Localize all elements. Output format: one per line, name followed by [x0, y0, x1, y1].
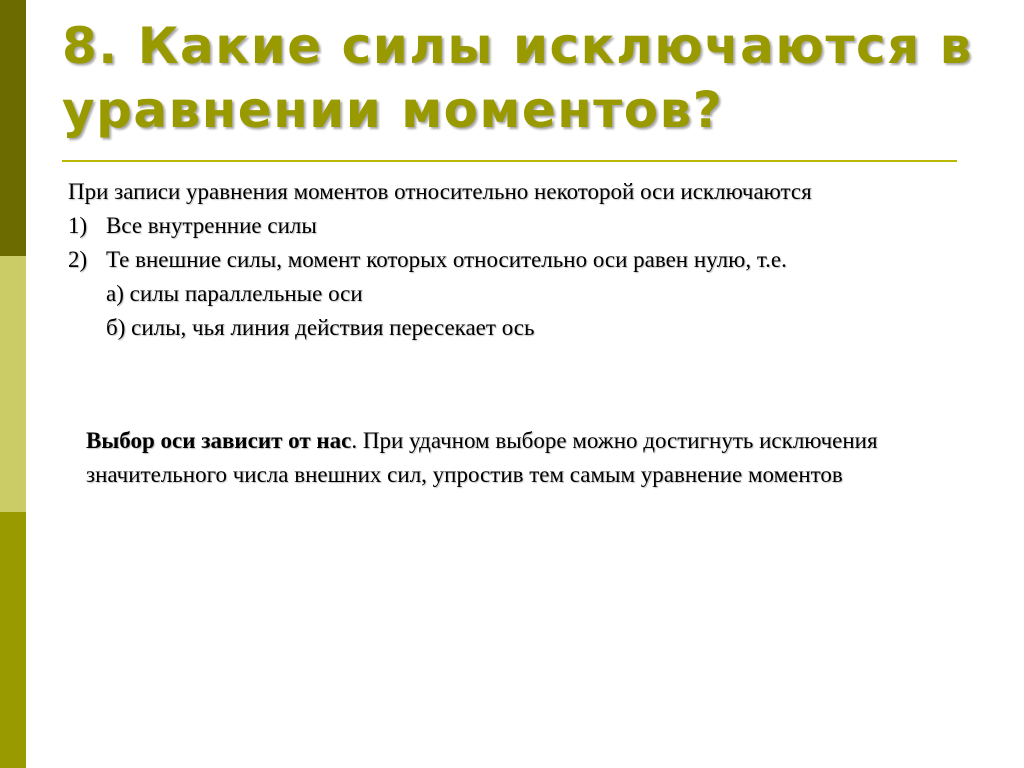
list-item — [68, 243, 968, 277]
note-bold-text: Выбор оси зависит от нас — [86, 428, 352, 453]
sub-item: б) силы, чья линия действия пересекает ось — [106, 315, 535, 340]
side-bar-middle — [0, 256, 26, 512]
list-item-number: 2) — [68, 247, 88, 272]
intro-text: При записи уравнения моментов относительно некоторой оси исключаются — [68, 179, 812, 204]
sub-item: а) силы параллельные оси — [106, 281, 363, 306]
side-bar-top — [0, 0, 26, 256]
slide-title: 8. Какие силы исключаются в уравнении моментов? — [62, 17, 973, 139]
list-item-number: 1) — [68, 213, 88, 238]
list-item-text: Те внешние силы, момент которых относительно оси равен нулю, т.е. — [106, 247, 787, 272]
slide-body — [68, 175, 968, 345]
title-divider — [62, 160, 957, 162]
side-bar-bottom — [0, 512, 26, 768]
note-paragraph — [86, 424, 946, 492]
list-item — [68, 209, 968, 243]
list-item-text: Все внутренние силы — [106, 213, 317, 238]
note-text: . При удачном выборе можно достигнуть исключения значительного числа внешних сил, упростив тем самым уравнение моментов — [86, 428, 878, 487]
